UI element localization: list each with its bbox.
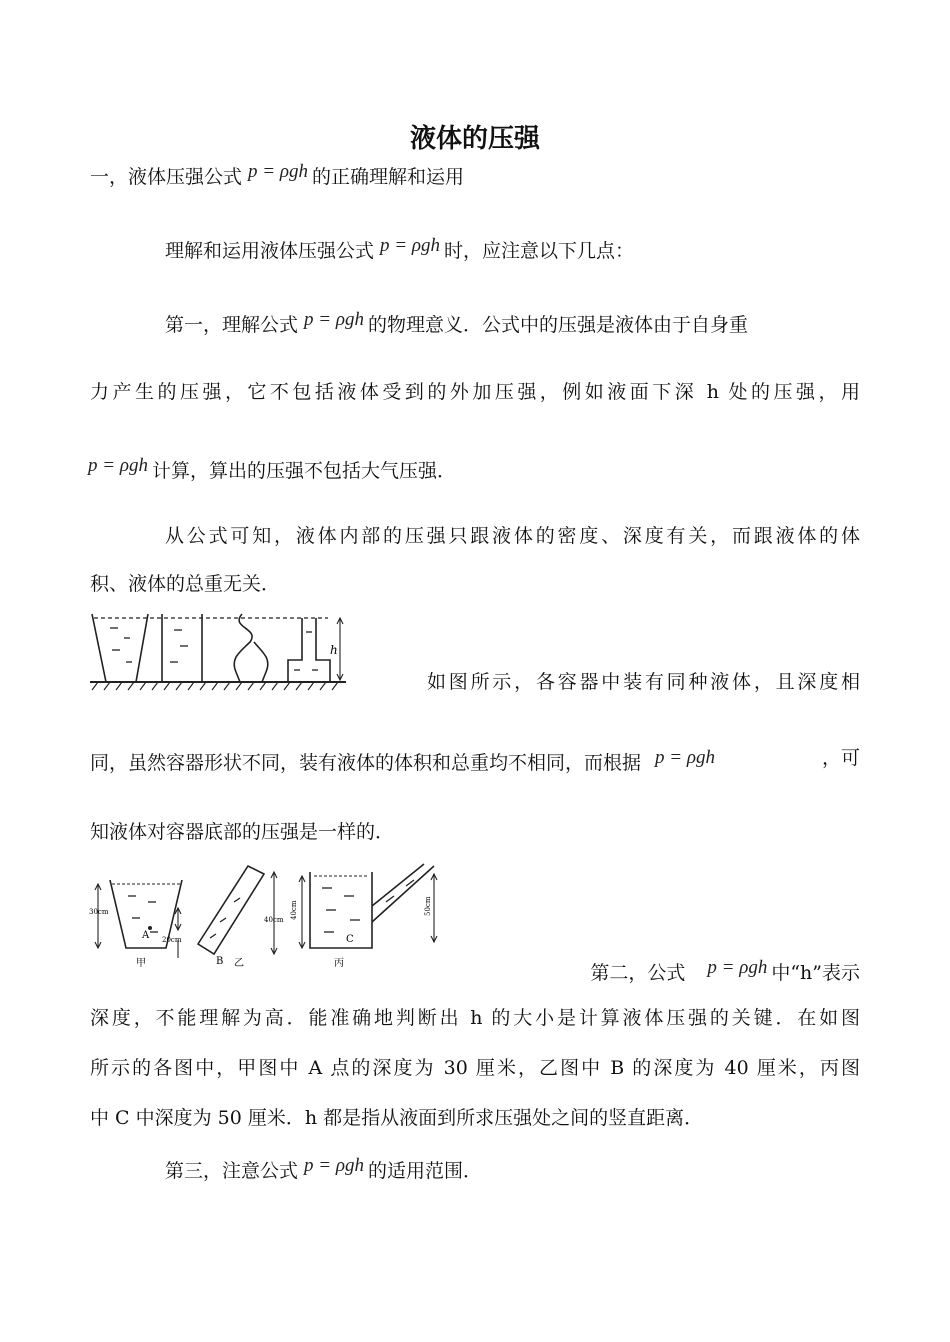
third-point-text-before: 第三，注意公式	[165, 1160, 299, 1182]
containers-paragraph-line-3: 知液体对容器底部的压强是一样的．	[90, 821, 395, 843]
second-point-line-4: 中 C 中深度为 50 厘米．h 都是指从液面到所求压强处之间的竖直距离．	[90, 1107, 704, 1129]
second-point-line-3: 所示的各图中，甲图中 A 点的深度为 30 厘米，乙图中 B 的深度为 40 厘米，丙图	[90, 1057, 860, 1079]
formula: p = ρgh	[304, 309, 364, 330]
depth-figure	[88, 862, 450, 970]
second-point-text-after: 中“h”表示	[771, 962, 860, 984]
point-a-label: A	[142, 930, 150, 941]
second-point-line-1	[528, 956, 860, 985]
bing-left-label: 40cm	[290, 900, 298, 920]
formula: p = ρgh	[88, 455, 148, 476]
point-c-label: C	[346, 934, 354, 945]
containers-text-before: 同，虽然容器形状不同，装有液体的体积和总重均不相同，而根据	[90, 752, 642, 774]
first-point-text-before: 第一，理解公式	[165, 314, 299, 336]
yi-caption: 乙	[234, 958, 244, 969]
intro-text-after: 时，应注意以下几点：	[443, 240, 634, 262]
section-1-text-before: 一，液体压强公式	[90, 166, 243, 188]
depth-paragraph-line-1: 从公式可知，液体内部的压强只跟液体的密度、深度有关，而跟液体的体	[165, 525, 860, 547]
third-point	[165, 1154, 482, 1183]
formula: p = ρgh	[380, 235, 440, 256]
section-heading-1	[90, 160, 464, 189]
formula: p = ρgh	[655, 747, 715, 768]
first-point-text-after: 的物理意义．公式中的压强是液体由于自身重	[367, 314, 748, 336]
first-point-text-3: 计算，算出的压强不包括大气压强．	[151, 460, 456, 482]
intro-paragraph	[165, 234, 634, 263]
section-1-text-after: 的正确理解和运用	[311, 166, 464, 188]
formula: p = ρgh	[248, 161, 308, 182]
yi-depth-label: 40cm	[264, 916, 284, 924]
jia-caption: 甲	[136, 958, 146, 969]
jia-below-label: 20cm	[162, 936, 182, 944]
third-point-text-after: 的适用范围．	[367, 1160, 482, 1182]
jia-depth-label: 30cm	[89, 908, 109, 916]
intro-text-before: 理解和运用液体压强公式	[165, 240, 375, 262]
first-point-line-2: 力产生的压强，它不包括液体受到的外加压强，例如液面下深 h 处的压强，用	[90, 381, 860, 403]
first-point-line-1	[165, 308, 748, 337]
page-title: 液体的压强	[409, 124, 540, 154]
formula: p = ρgh	[304, 1155, 364, 1176]
containers-paragraph-line-1: 如图所示，各容器中装有同种液体，且深度相	[427, 671, 860, 693]
containers-paragraph-line-2	[90, 746, 860, 775]
bing-caption: 丙	[334, 958, 344, 969]
second-point-line-2: 深度，不能理解为高．能准确地判断出 h 的大小是计算液体压强的关键．在如图	[90, 1007, 860, 1029]
h-label: h	[330, 643, 338, 657]
point-b-label: B	[216, 956, 224, 967]
containers-text-after: ，可	[821, 747, 860, 769]
first-point-line-3	[88, 454, 456, 483]
containers-figure	[90, 612, 350, 692]
bing-right-label: 50cm	[424, 896, 432, 916]
second-point-text-before: 第二，公式	[590, 962, 686, 984]
formula: p = ρgh	[707, 957, 768, 978]
depth-paragraph-line-2: 积、液体的总重无关．	[90, 573, 281, 595]
